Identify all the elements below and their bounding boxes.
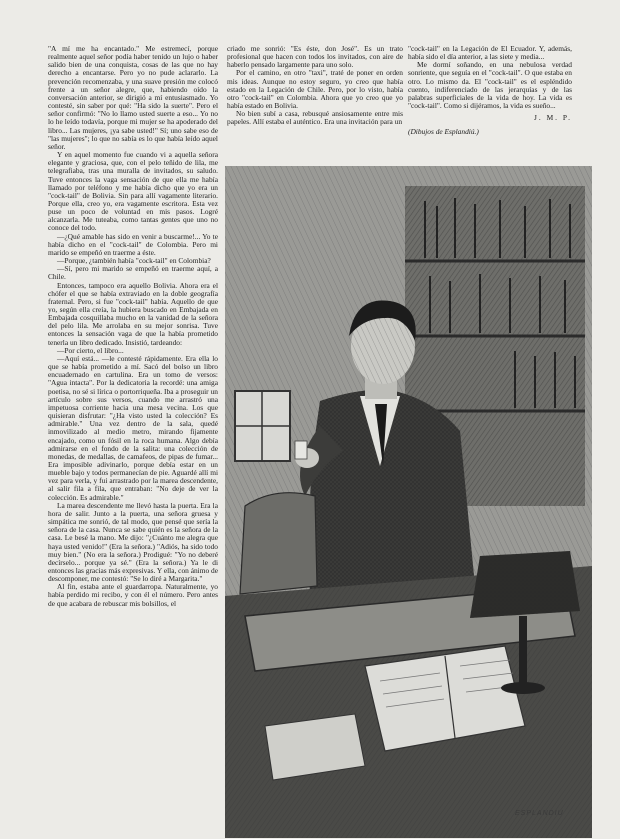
paragraph: —¿Qué amable has sido en venir a buscarme!... Yo te había dicho en el "cock-tail" de Colombia. Pero mi marido se empeñó en traerme a éste. bbox=[48, 231, 218, 257]
paragraph: Y en aquel momento fue cuando vi a aquella señora elegante y graciosa, que, con el pelo teñido de lila, me telegrafiaba, tras una muralla de invitados, su saludo. Tuve entonces la vaga sensación de que ella me había llamado por teléfono y me había dicho que yo era un "cock-tail" de Bolivia. Sin para allí vagamente literario. Porque ella, creo yo, era vagamente escritora. Esta vez puse un poco de voluntad en mis pasos. Logré alcanzarla. Me tuteaba, como tantas gentes que uno no conoce del todo. bbox=[48, 150, 218, 233]
article-column-3 bbox=[408, 45, 572, 163]
paragraph: No bien subí a casa, rebusqué ansiosamente entre mis papeles. Allí estaba el auténtico. Era una invitación para un bbox=[227, 109, 403, 127]
article-column-2 bbox=[227, 45, 403, 163]
paragraph: —Aquí está... —le contesté rápidamente. Era ella lo que se había prometido a mí. Sacó del bolso un libro encuadernado en cartulina. Era un tomo de versos: "Agua intacta". Por la dedicatoria la recordé: una amiga poetisa, no sé si lírica o portorriqueña. Iba a proseguir un artículo sobre sus versos, cuando me arrastró una impetuosa corriente hacia una mesa vecina. Los que quisieran disfrutar: "¿Ha visto usted la colección? Es admirable." Una vez dentro de la sala, quedé inmovilizado al medio metro, mirando fijamente encajado, como un fósil en la roca humana. Algo debía admirarse en el fondo de la salita: una colección de monedas, de medallas, de camafeos, de pipas de fumar... Era imposible adivinarlo, porque debía estar en un mueble bajo y todos permanecían de pie. Aguardé allí mi vez para verla, y fui arrastrado por la marea descendente, al salir fila a fila, que entraban: "No deje de ver la colección. Es admirable." bbox=[48, 353, 218, 502]
paragraph: —Sí, pero mi marido se empeñó en traerme aquí, a Chile. bbox=[48, 264, 218, 282]
artist-signature: ESPLANDIU bbox=[515, 810, 564, 817]
paragraph: Al fin, estaba ante el guardarropa. Naturalmente, yo había perdido mi recibo, y con él el número. Pero antes de que acabara de rebuscar mis bolsillos, el bbox=[48, 582, 218, 608]
author-signature: J. M. P. bbox=[534, 113, 572, 123]
chair bbox=[240, 493, 317, 594]
paragraph: "A mí me ha encantado." Me estremecí, porque realmente aquel señor podía haber tenido un lujo o haber salido bien de una conquista, cosas de las que no hay derecho a encantarse. Pero yo no pude aclararlo. La prevención recomenzaba, y una suave presión me colocó frente a un señor alegre, que, habiendo oído la conversación anterior, se dirigió a mí entusiasmado. Yo contesté, sin saber por qué: "Ha sido la suerte". Pero el señor confirmó: "No lo llamo usted suerte a eso... Yo no lo he leído todavía, porque mi mujer se ha apoderado del libro... Las mujeres, ¡ya sabe usted!" Sí; uno sabe eso de "las mujeres"; lo que no sabía es lo que había leído aquel señor. bbox=[48, 45, 218, 151]
paragraph: Entonces, tampoco era aquello Bolivia. Ahora era el chófer el que se había extraviado en la doble geografía fraternal. Pero, si fue "cock-tail" había. Aquello de que yo, según ella creía, la hubiera buscado en Embajada en Embajada cosquillaba mucho en la vanidad de la señora del pelo lila. Me arrolaba en su mejor sonrisa. Tuve entonces la sensación vaga de que la había prometido tenerla un libro dedicado. Insistió, tardeando: bbox=[48, 280, 218, 347]
card bbox=[295, 441, 307, 459]
paragraph: —Por cierto, el libro... bbox=[57, 345, 124, 355]
paragraph: Por el camino, en otro "taxi", traté de poner en orden mis ideas. Aunque no estoy seguro, yo creo que había estado en la Legación de Chile. Pero, por lo visto, había otro "cock-tail" en Colombia. Ahora que yo creo que yo había estado en Bolivia. bbox=[227, 68, 403, 111]
window bbox=[235, 391, 290, 461]
illustration-man-at-desk bbox=[225, 166, 592, 838]
paragraph: Me dormí soñando, en una nebulosa verdad sonriente, que seguía en el "cock-tail". O que estaba en otro. Lo mismo da. El "cock-tail" es el espléndido cuento, indiferenciado de las jerarquías y de las palabras superficiales de la vida de hoy. La vida es "cock-tail". Como si dijéramos, la vida es sueño... bbox=[408, 60, 572, 111]
illustration-credit: (Dibujos de Esplandiú.) bbox=[408, 127, 479, 137]
paragraph: criado me sonrió: "Es éste, don José". Es un trato profesional que hacen con todos los invitados, con aire de haberlo pensado largamente para uno solo. bbox=[227, 45, 403, 70]
paragraph: —Porque, ¿también había "cock-tail" en Colombia? bbox=[57, 256, 211, 266]
paragraph: La marea descendente me llevó hasta la puerta. Era la hora de salir. Junto a la puerta, una señora gruesa y simpática me sonrió, de tal modo, que pensé que sería la señora de la casa. Nunca se sabe quién es la señora de la casa. Le besé la mano. Me dijo: "¿Cuánto me alegra que haya usted venido!" (Era la señora.) "Adiós, ha sido todo muy bien." (No era la señora.) Prodigué: "Yo no deberé decírselo... porque ya sé." (Era la señora.) Ya le di entonces las gracias más expresivas. Y ella, con ánimo de descomponer, me contestó: "Se lo diré a Margarita." bbox=[48, 500, 218, 584]
paragraph: "cock-tail" en la Legación de El Ecuador. Y, además, había sido el día anterior, a las siete y media... bbox=[408, 45, 572, 62]
article-column-1 bbox=[48, 45, 218, 835]
